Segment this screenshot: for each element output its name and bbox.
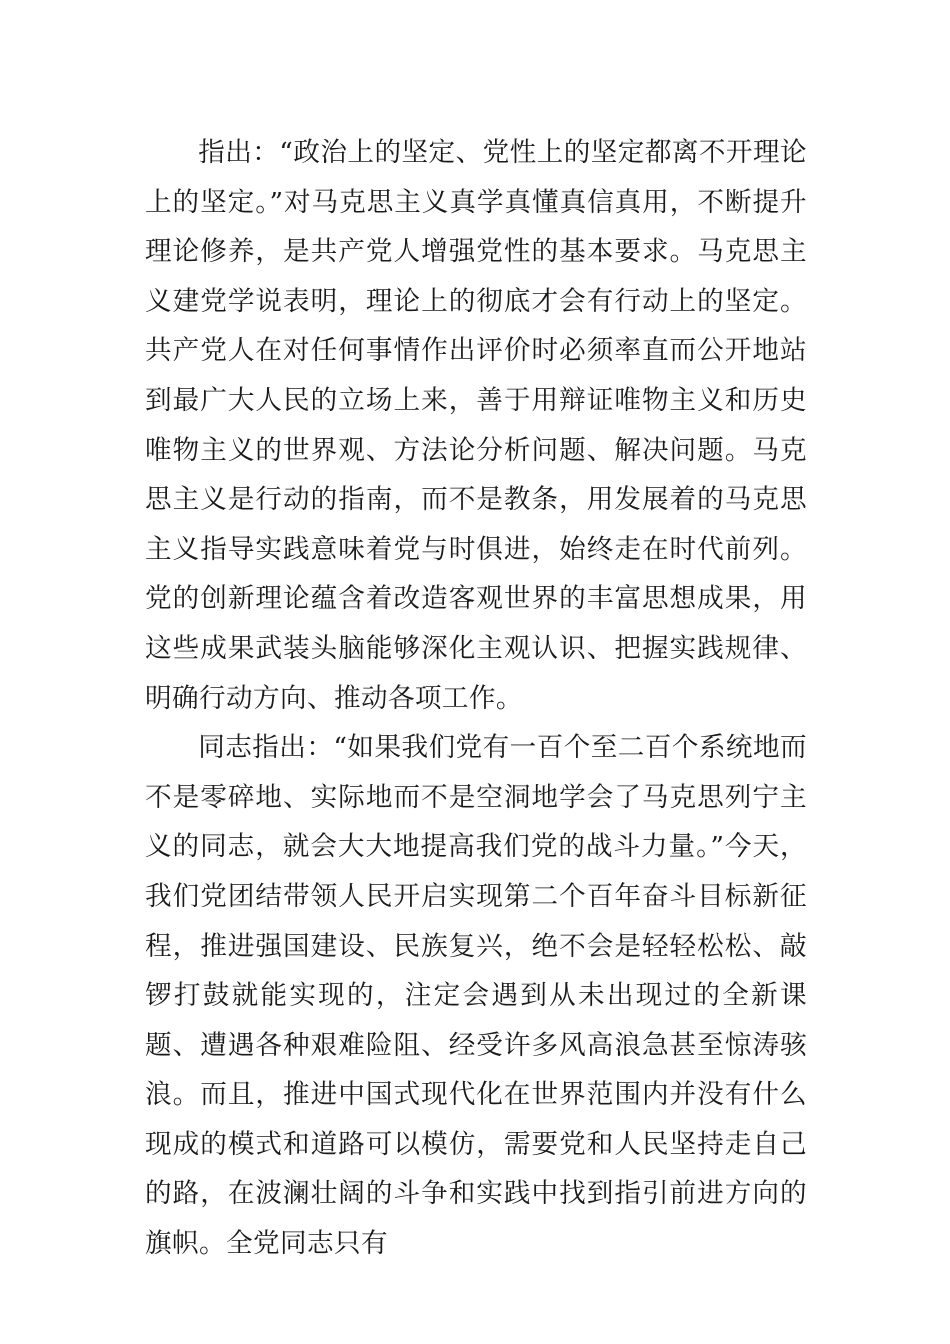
paragraph-2: 同志指出：“如果我们党有一百个至二百个系统地而不是零碎地、实际地而不是空洞地学会了马克思列宁主义的同志，就会大大地提高我们党的战斗力量。”今天，我们党团结带领人民开启实现第二个百年奋斗目标新征程，推进强国建设、民族复兴，绝不会是轻轻松松、敲锣打鼓就能实现的，注定会遇到从未出现过的全新课题、遭遇各种艰难险阻、经受许多风高浪急甚至惊涛骇浪。而且，推进中国式现代化在世界范围内并没有什么现成的模式和道路可以模仿，需要党和人民坚持走自己的路，在波澜壮阔的斗争和实践中找到指引前进方向的旗帜。全党同志只有 bbox=[145, 732, 807, 1260]
document-body bbox=[145, 128, 807, 1269]
paragraph-1: 指出：“政治上的坚定、党性上的坚定都离不开理论上的坚定。”对马克思主义真学真懂真信真用，不断提升理论修养，是共产党人增强党性的基本要求。马克思主义建党学说表明，理论上的彻底才会有行动上的坚定。共产党人在对任何事情作出评价时必须率直而公开地站到最广大人民的立场上来，善于用辩证唯物主义和历史唯物主义的世界观、方法论分析问题、解决问题。马克思主义是行动的指南，而不是教条，用发展着的马克思主义指导实践意味着党与时俱进，始终走在时代前列。党的创新理论蕴含着改造客观世界的丰富思想成果，用这些成果武装头脑能够深化主观认识、把握实践规律、明确行动方向、推动各项工作。 bbox=[145, 137, 807, 714]
